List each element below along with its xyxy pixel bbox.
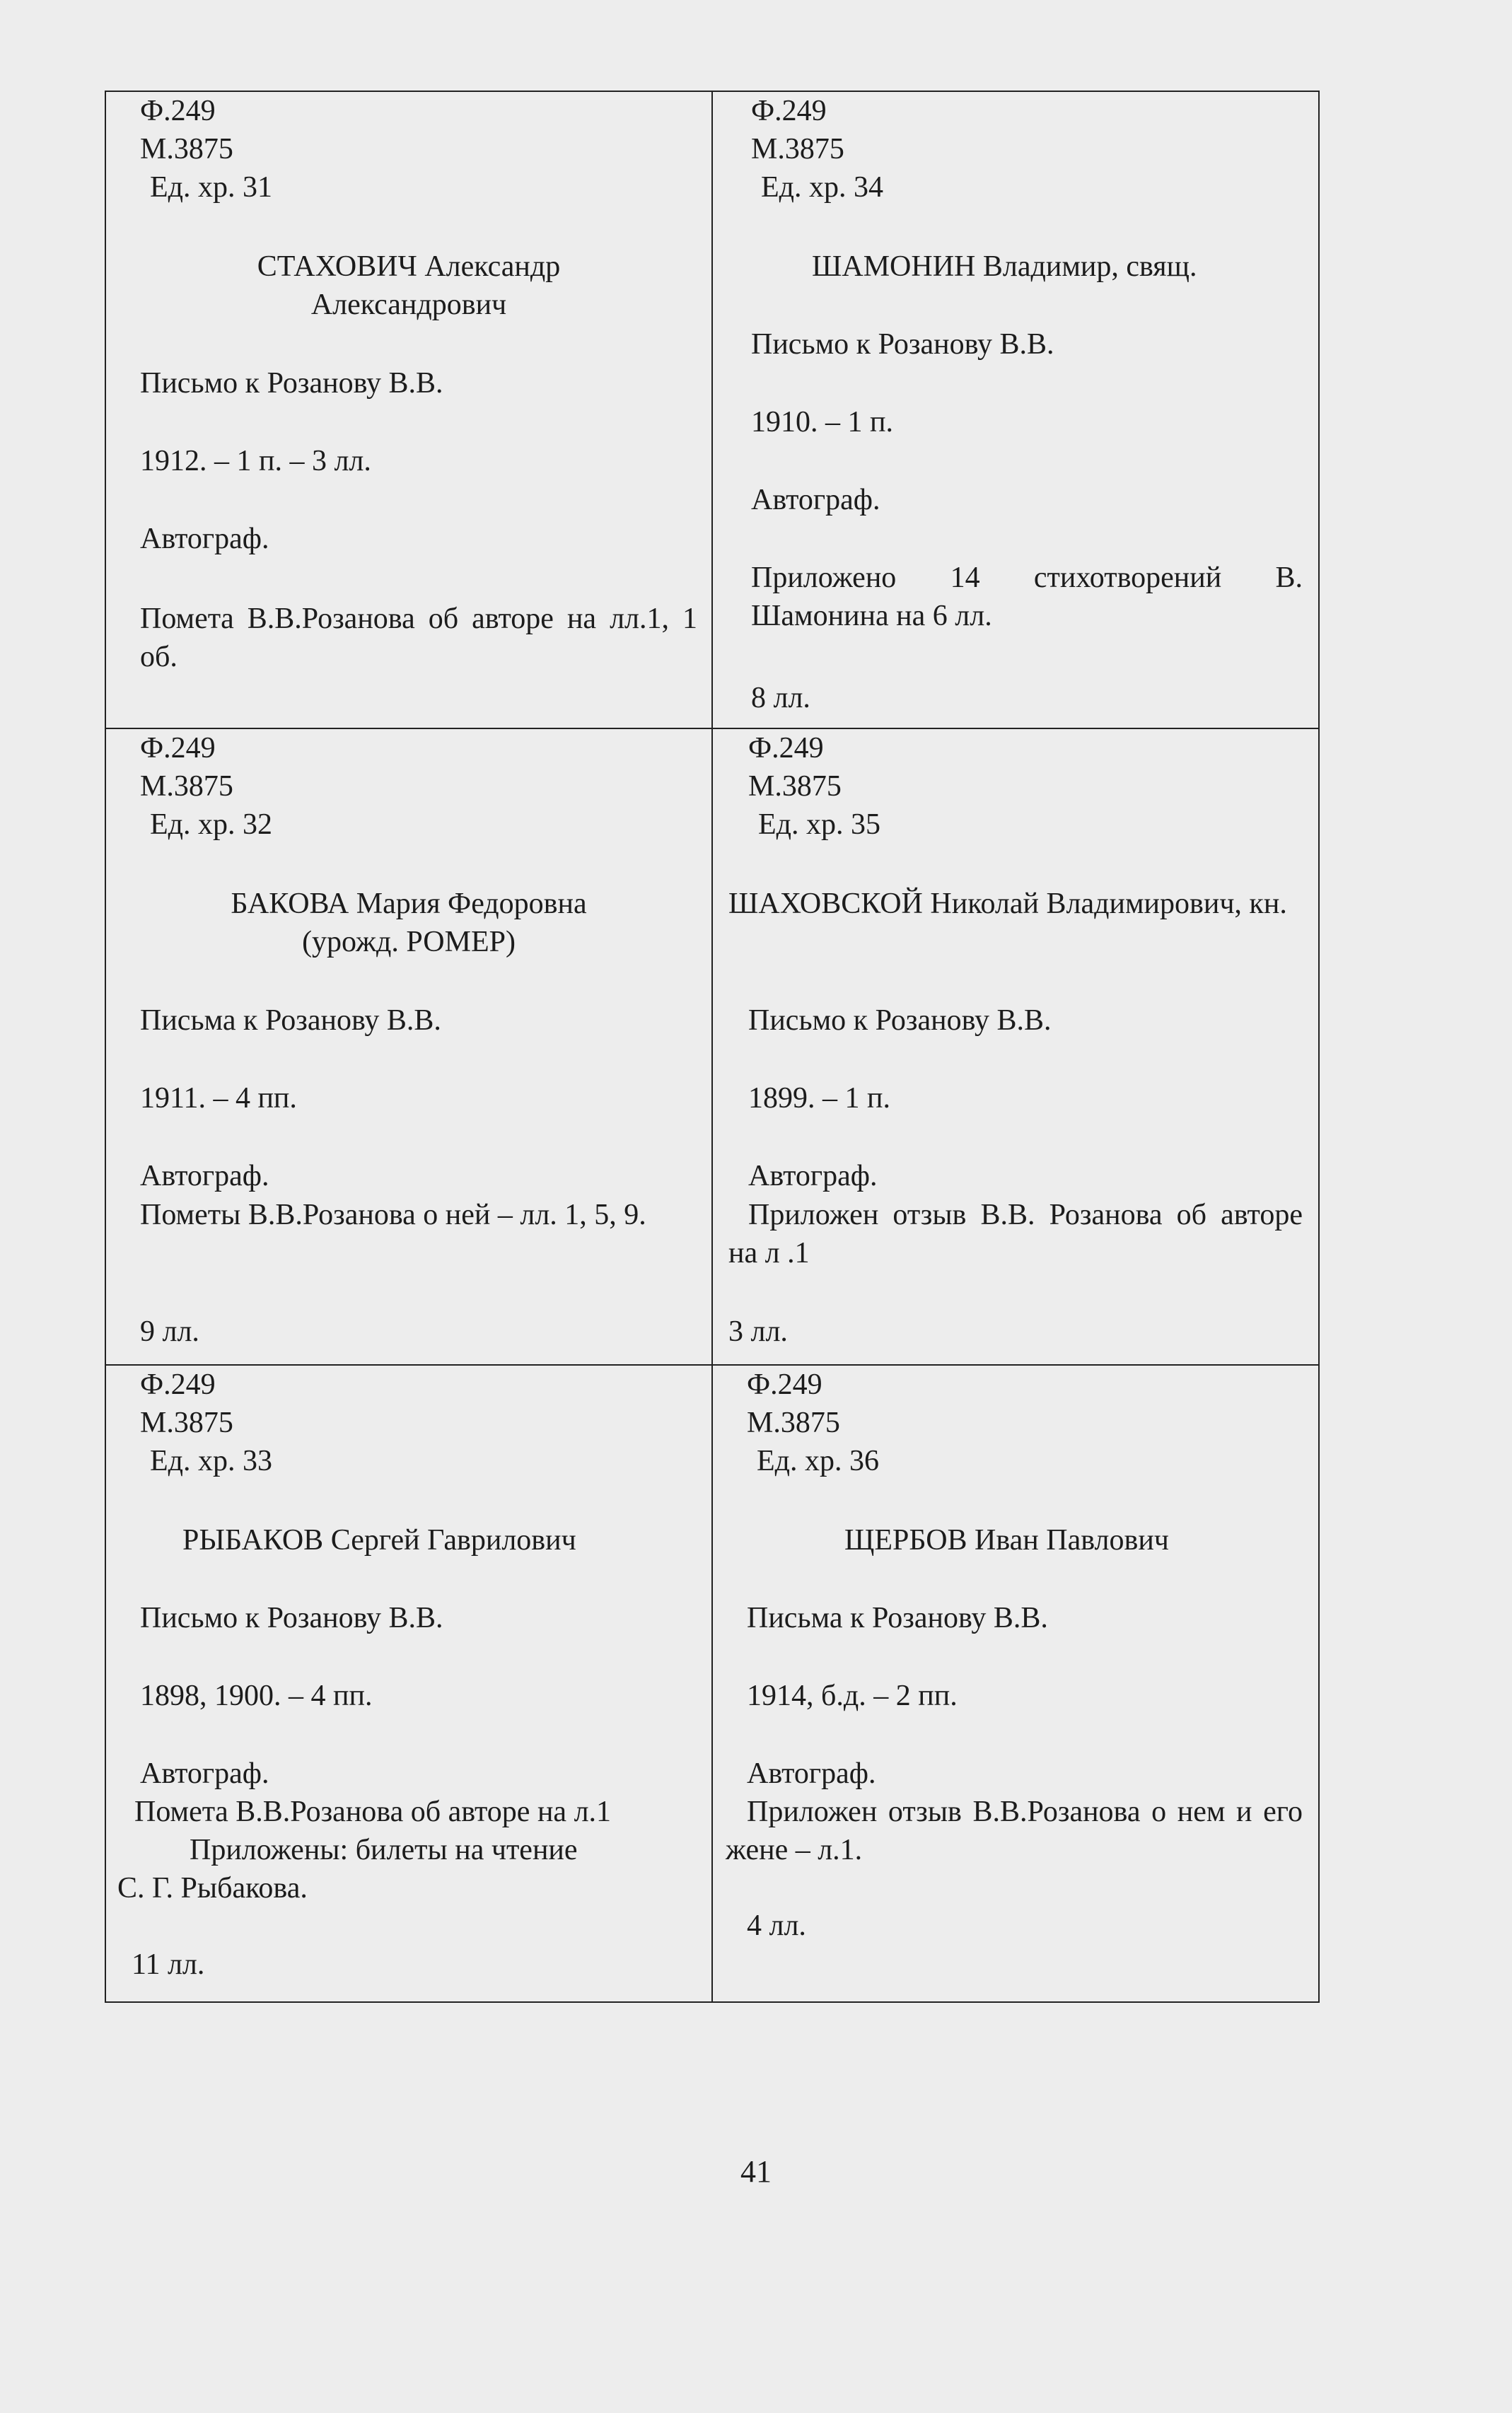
catalog-card <box>712 1365 1319 2002</box>
fond-number: Ф.249 <box>140 95 216 127</box>
opis-number: М.3875 <box>748 769 842 803</box>
document-dates: 1914, б.д. – 2 пп. <box>747 1680 958 1713</box>
sheet-count: 4 лл. <box>747 1909 806 1943</box>
catalog-card <box>712 91 1319 728</box>
document-title: Письмо к Розанову В.В. <box>751 328 1054 361</box>
document-form: Автограф. <box>140 523 269 555</box>
catalog-cards-table <box>105 91 1320 2003</box>
attachment-line-1: Приложены: билеты на чтение <box>190 1834 578 1867</box>
fond-number: Ф.249 <box>140 1368 216 1402</box>
sheet-count: 3 лл. <box>728 1315 788 1348</box>
document-dates: 1899. – 1 п. <box>748 1081 890 1115</box>
opis-number: М.3875 <box>140 769 233 803</box>
card-row <box>105 728 1319 1366</box>
document-form: Автограф. <box>747 1757 876 1791</box>
person-name: БАКОВА Мария Федоровна (урожд. РОМЕР) <box>231 887 587 958</box>
storage-unit: Ед. хр. 34 <box>761 171 884 204</box>
person-name: СТАХОВИЧ Александр Александрович <box>257 250 561 321</box>
document-note: Пометa В.В.Розанова об авторе на л.1 <box>134 1796 612 1829</box>
document-form: Автограф. <box>751 484 880 516</box>
catalog-card <box>712 728 1319 1366</box>
storage-unit: Ед. хр. 33 <box>150 1445 273 1478</box>
document-title: Письма к Розанову В.В. <box>140 1004 441 1037</box>
catalog-card <box>105 1365 712 2002</box>
person-name: ШАМОНИН Владимир, свящ. <box>812 250 1197 283</box>
opis-number: М.3875 <box>140 133 233 165</box>
fond-number: Ф.249 <box>748 731 824 764</box>
document-note: Приложен отзыв В.В.Розанова о нем и его жене – л.1. <box>726 1796 1303 1867</box>
storage-unit: Ед. хр. 31 <box>150 171 273 204</box>
sheet-count: 8 лл. <box>751 682 810 714</box>
attachment-line-2: С. Г. Рыбакова. <box>117 1872 308 1905</box>
document-note: Пометы В.В.Розанова о ней – лл. 1, 5, 9. <box>140 1198 646 1231</box>
document-title: Письма к Розанову В.В. <box>747 1602 1048 1635</box>
page-number: 41 <box>740 2154 772 2189</box>
document-dates: 1910. – 1 п. <box>751 406 893 438</box>
person-name: РЫБАКОВ Сергей Гаврилович <box>182 1524 576 1557</box>
document-dates: 1912. – 1 п. – 3 лл. <box>140 445 371 477</box>
storage-unit: Ед. хр. 32 <box>150 808 273 841</box>
fond-number: Ф.249 <box>751 95 827 127</box>
document-form: Автограф. <box>140 1159 269 1192</box>
document-dates: 1898, 1900. – 4 пп. <box>140 1680 373 1713</box>
document-form: Автограф. <box>748 1159 878 1192</box>
document-note: Приложен отзыв В.В. Розанова об авторе на л .1 <box>728 1198 1303 1269</box>
document-title: Письмо к Розанову В.В. <box>748 1004 1052 1037</box>
storage-unit: Ед. хр. 35 <box>758 808 881 841</box>
card-row <box>105 91 1319 728</box>
fond-number: Ф.249 <box>747 1368 822 1402</box>
fond-number: Ф.249 <box>140 731 216 764</box>
document-note: Приложено 14 стихотворений В. Шамонина на 6 лл. <box>751 562 1303 632</box>
note-text: Пометa В.В.Розанова об авторе на лл.1, 1 об. <box>140 603 697 673</box>
document-note <box>140 600 697 676</box>
opis-number: М.3875 <box>747 1407 840 1440</box>
document-form: Автограф. <box>140 1757 269 1791</box>
catalog-card <box>105 728 712 1366</box>
document-title: Письмо к Розанову В.В. <box>140 1602 443 1635</box>
catalog-card <box>105 91 712 728</box>
document-title: Письмо к Розанову В.В. <box>140 367 443 400</box>
storage-unit: Ед. хр. 36 <box>757 1445 880 1478</box>
opis-number: М.3875 <box>140 1407 233 1440</box>
person-name: ШАХОВСКОЙ Николай Владимирович, кн. <box>728 887 1287 920</box>
opis-number: М.3875 <box>751 133 844 165</box>
sheet-count: 11 лл. <box>132 1948 205 1982</box>
sheet-count: 9 лл. <box>140 1315 199 1348</box>
document-dates: 1911. – 4 пп. <box>140 1081 297 1115</box>
person-name: ЩЕРБОВ Иван Павлович <box>844 1524 1169 1557</box>
card-row <box>105 1365 1319 2002</box>
